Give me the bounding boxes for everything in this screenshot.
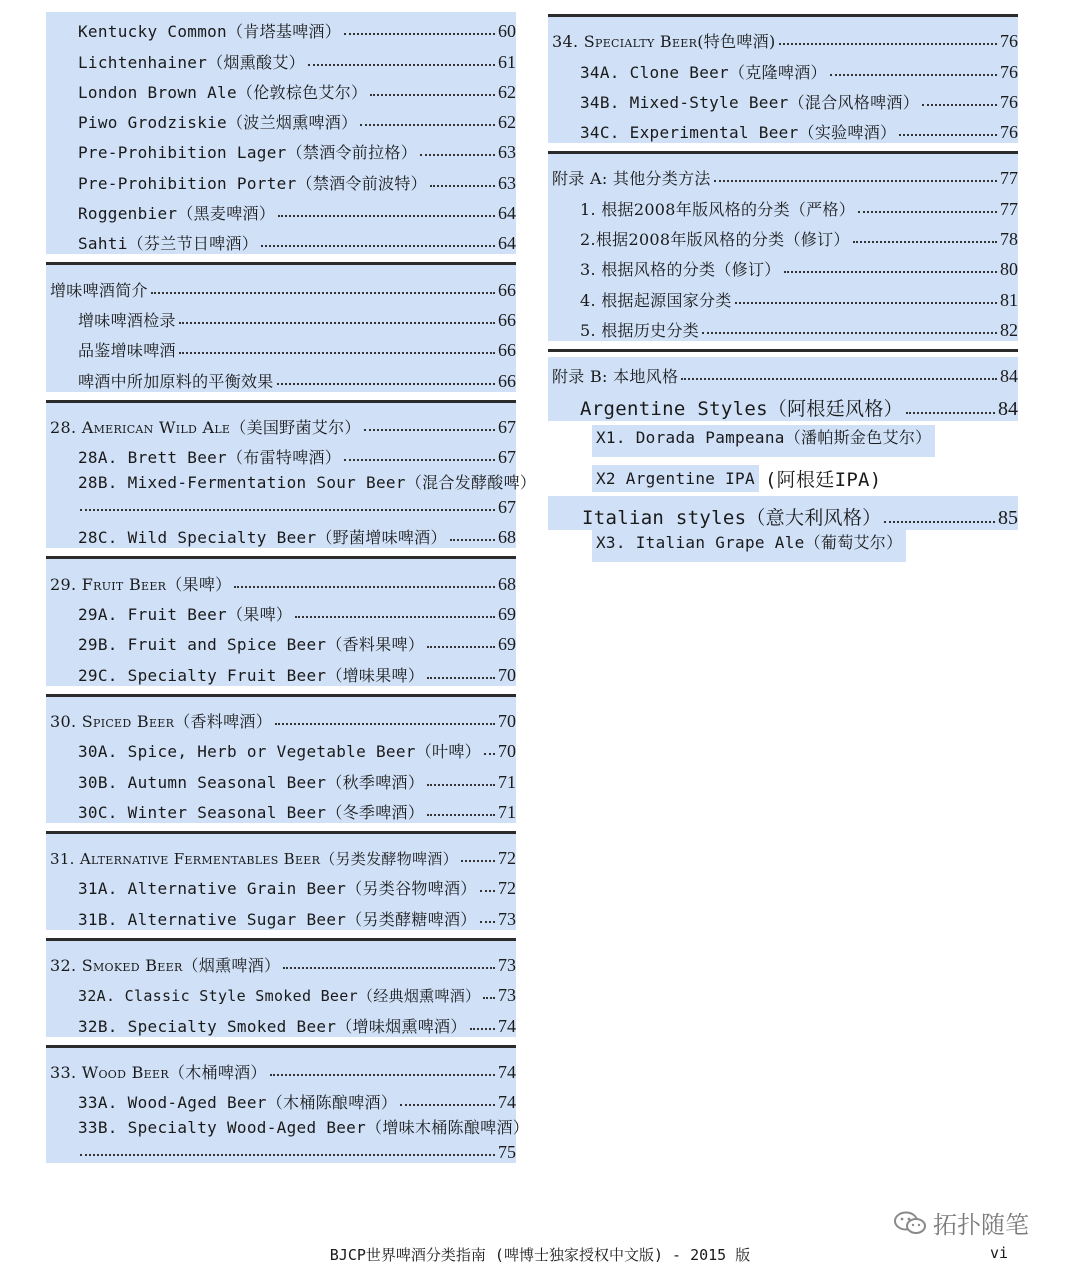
toc-entry[interactable]: 30C. Winter Seasonal Beer（冬季啤酒） 71 [78, 801, 516, 822]
toc-entry-continuation: 67 [46, 493, 516, 518]
toc-entry[interactable]: Roggenbier（黑麦啤酒） 64 [78, 203, 516, 224]
toc-block-31 [46, 831, 516, 930]
toc-section-title[interactable]: 30. Spiced Beer（香料啤酒） 70 [50, 710, 516, 731]
toc-block-34 [548, 14, 1018, 143]
toc-entry[interactable]: 34A. Clone Beer（克隆啤酒） 76 [580, 61, 1018, 82]
toc-entry-continuation: 75 [46, 1138, 516, 1163]
toc-entry-x3-wrap [548, 530, 1018, 562]
toc-entry[interactable]: 33A. Wood-Aged Beer（木桶陈酿啤酒） 74 [78, 1092, 516, 1113]
watermark [893, 1205, 1029, 1240]
wechat-icon [893, 1211, 927, 1235]
toc-entry[interactable]: 31A. Alternative Grain Beer（另类谷物啤酒） 72 [78, 878, 516, 899]
toc-block-28 [46, 400, 537, 549]
page-footer [0, 1244, 1080, 1265]
toc-section-title[interactable]: 附录 B: 本地风格 84 [548, 357, 1018, 387]
toc-section-title[interactable]: 34. Specialty Beer(特色啤酒) 76 [552, 31, 1018, 52]
toc-entry[interactable]: Pre-Prohibition Porter（禁酒令前波特） 63 [78, 172, 516, 193]
toc-entry[interactable]: 30B. Autumn Seasonal Beer（秋季啤酒） 71 [78, 771, 516, 792]
toc-entry[interactable]: 34B. Mixed-Style Beer（混合风格啤酒） 76 [580, 91, 1018, 112]
toc-entry[interactable]: X3. Italian Grape Ale（葡萄艾尔） [592, 530, 906, 562]
toc-entry-x2-wrap [548, 460, 1018, 492]
toc-block-historical-styles [46, 12, 516, 254]
toc-entry[interactable]: 2.根据2008年版风格的分类（修订） 78 [580, 229, 1018, 250]
toc-entry[interactable]: 30A. Spice, Herb or Vegetable Beer（叶啤） 70 [78, 741, 516, 762]
toc-section-title[interactable]: 29. Fruit Beer（果啤） 68 [50, 573, 516, 594]
toc-entry[interactable]: Kentucky Common（肯塔基啤酒） 60 [78, 21, 516, 42]
toc-block-29 [46, 556, 516, 685]
toc-entry[interactable]: Sahti（芬兰节日啤酒） 64 [78, 233, 516, 254]
toc-entry[interactable]: 28A. Brett Beer（布雷特啤酒） 67 [78, 447, 516, 468]
toc-section-title[interactable]: 31. Alternative Fermentables Beer（另类发酵物啤酒） 72 [50, 848, 516, 869]
toc-entry[interactable]: 28C. Wild Specialty Beer（野菌增味啤酒） 68 [78, 527, 516, 548]
toc-block-appendix-a [548, 151, 1018, 341]
toc-entry[interactable]: Piwo Grodziskie（波兰烟熏啤酒） 62 [78, 112, 516, 133]
toc-entry[interactable]: Lichtenhainer（烟熏酸艾） 61 [78, 51, 516, 72]
toc-entry[interactable]: 4. 根据起源国家分类 81 [580, 289, 1018, 310]
toc-entry[interactable]: 品鉴增味啤酒 66 [78, 340, 516, 361]
toc-entry[interactable]: 5. 根据历史分类 82 [580, 319, 1018, 340]
toc-section-title[interactable]: 附录 A: 其他分类方法 77 [552, 168, 1018, 189]
toc-section-title[interactable]: 33. Wood Beer（木桶啤酒） 74 [50, 1061, 516, 1082]
toc-entry[interactable]: 增味啤酒检录 66 [78, 309, 516, 330]
toc-entry[interactable]: 33B. Specialty Wood-Aged Beer（增味木桶陈酿啤酒） [78, 1118, 530, 1138]
toc-entry[interactable]: London Brown Ale（伦敦棕色艾尔） 62 [78, 81, 516, 102]
toc-entry-italian-styles[interactable]: Italian styles（意大利风格） 85 [548, 496, 1018, 530]
toc-entry[interactable]: 29C. Specialty Fruit Beer（增味果啤） 70 [78, 664, 516, 685]
toc-entry[interactable]: 3. 根据风格的分类（修订） 80 [580, 259, 1018, 280]
toc-entry[interactable]: 28B. Mixed-Fermentation Sour Beer（混合发酵酸啤） [78, 473, 537, 493]
toc-entry[interactable]: 32B. Specialty Smoked Beer（增味烟熏啤酒） 74 [78, 1015, 516, 1036]
watermark-text: 拓扑随笔 [933, 1211, 1029, 1239]
page-number: vi [990, 1244, 1009, 1262]
toc-entry[interactable]: 34C. Experimental Beer（实验啤酒） 76 [580, 122, 1018, 143]
toc-entry[interactable]: X1. Dorada Pampeana（潘帕斯金色艾尔） [592, 425, 935, 457]
toc-section-title[interactable]: 32. Smoked Beer（烟熏啤酒） 73 [50, 955, 516, 976]
toc-block-specialty-intro [46, 262, 516, 391]
toc-entry[interactable]: X2 Argentine IPA (阿根廷IPA) [592, 460, 1018, 492]
toc-block-30 [46, 694, 516, 823]
toc-entry[interactable]: 31B. Alternative Sugar Beer（另类酵糖啤酒） 73 [78, 908, 516, 929]
footer-title: BJCP世界啤酒分类指南 (啤博士独家授权中文版) - 2015 版 [329, 1246, 751, 1264]
toc-entry-argentine-styles[interactable]: Argentine Styles（阿根廷风格） 84 [548, 387, 1018, 421]
toc-section-title[interactable]: 增味啤酒简介 66 [50, 279, 516, 300]
toc-block-appendix-b [548, 349, 1018, 562]
toc-entry[interactable]: 啤酒中所加原料的平衡效果 66 [78, 370, 516, 391]
toc-right-column [548, 14, 1018, 570]
toc-section-title[interactable]: 28. American Wild Ale（美国野菌艾尔） 67 [50, 416, 516, 437]
toc-entry[interactable]: Pre-Prohibition Lager（禁酒令前拉格） 63 [78, 142, 516, 163]
toc-block-32 [46, 938, 516, 1037]
toc-entry[interactable]: 1. 根据2008年版风格的分类（严格） 77 [580, 198, 1018, 219]
toc-block-33 [46, 1045, 530, 1164]
toc-entry[interactable]: 29B. Fruit and Spice Beer（香料果啤） 69 [78, 634, 516, 655]
toc-entry-x1-wrap [548, 425, 1018, 457]
toc-left-column [46, 12, 537, 1171]
toc-entry[interactable]: 32A. Classic Style Smoked Beer（经典烟熏啤酒） 73 [78, 985, 516, 1006]
toc-entry[interactable]: 29A. Fruit Beer（果啤） 69 [78, 604, 516, 625]
